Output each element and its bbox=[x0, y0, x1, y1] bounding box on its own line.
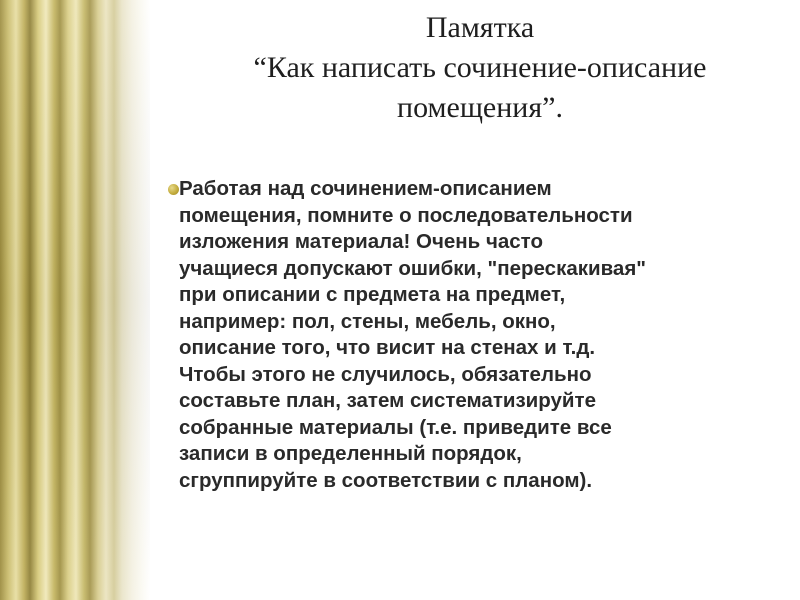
body-line: учащиеся допускают ошибки, "перескакивая" bbox=[179, 256, 647, 280]
body-line: помещения, помните о последовательности bbox=[179, 203, 633, 227]
page-title bbox=[160, 8, 800, 128]
body-line: собранные материалы (т.е. приведите все bbox=[179, 415, 612, 439]
body-line: описание того, что висит на стенах и т.д. bbox=[179, 336, 596, 359]
body-line: например: пол, стены, мебель, окно, bbox=[179, 309, 556, 333]
title-line-2: “Как написать сочинение-описание bbox=[253, 51, 707, 84]
body-line: сгруппируйте в соответствии с планом). bbox=[179, 468, 593, 492]
body-line: Чтобы этого не случилось, обязательно bbox=[179, 362, 592, 386]
body-line: записи в определенный порядок, bbox=[179, 442, 522, 465]
title-line-1: Памятка bbox=[425, 11, 535, 44]
bullet-text bbox=[173, 176, 783, 494]
body-line: Работая над сочинением-описанием bbox=[179, 177, 552, 200]
body-line: при описании с предмета на предмет, bbox=[179, 283, 566, 306]
title-line-3: помещения”. bbox=[397, 91, 563, 124]
body-line: составьте план, затем систематизируйте bbox=[179, 389, 596, 412]
body-line: изложения материала! Очень часто bbox=[179, 230, 543, 253]
gold-stripes-decoration bbox=[0, 0, 150, 600]
